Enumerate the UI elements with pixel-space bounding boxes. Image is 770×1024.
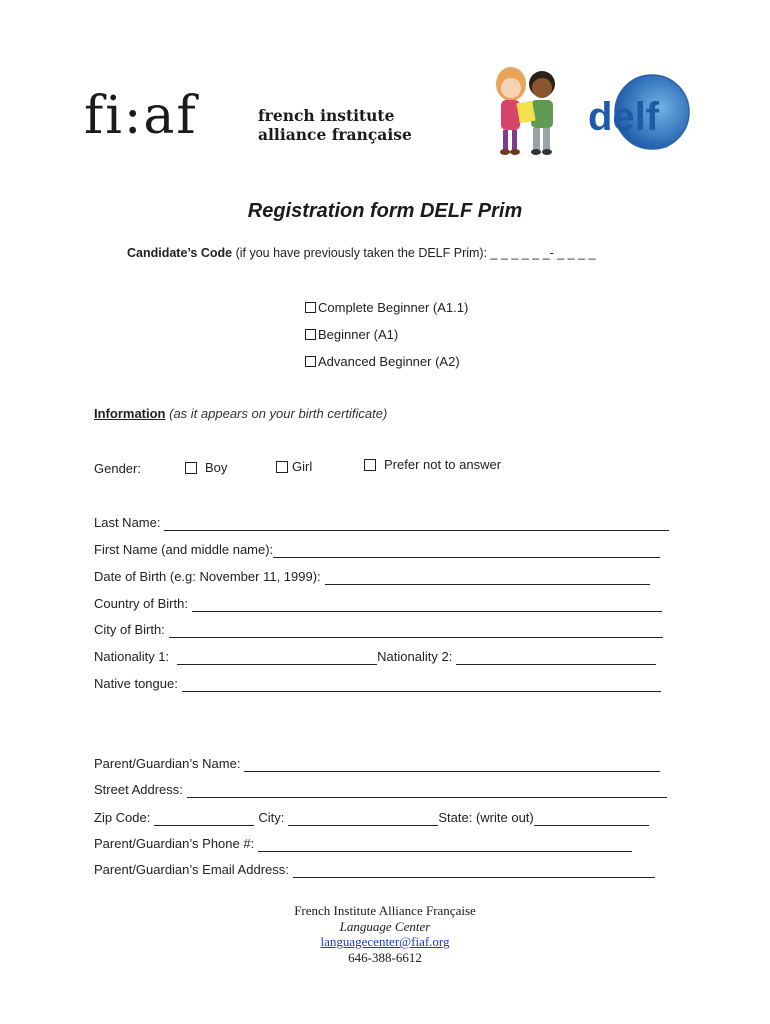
last-name-field[interactable] <box>94 513 669 531</box>
gender-option-label: Boy <box>205 460 228 475</box>
guardian-email-field[interactable] <box>94 860 655 878</box>
field-label: Street Address: <box>94 782 183 797</box>
city-input-line[interactable] <box>288 812 438 826</box>
field-label: City: <box>258 810 285 825</box>
date-of-birth-field[interactable] <box>94 567 650 585</box>
field-label: Zip Code: <box>94 810 151 825</box>
level-label: Beginner (A1) <box>318 327 399 342</box>
checkbox-boy[interactable] <box>185 462 197 474</box>
field-label: Date of Birth (e.g: November 11, 1999): <box>94 569 321 584</box>
checkbox-a2[interactable] <box>305 356 316 367</box>
native-tongue-field[interactable] <box>94 674 661 692</box>
country-of-birth-field[interactable] <box>94 594 662 612</box>
street-address-field[interactable] <box>94 780 667 798</box>
delf-sub: PRIM <box>642 141 670 150</box>
children-illustration <box>487 64 565 158</box>
gender-option-prefer-not[interactable] <box>364 457 501 472</box>
fiaf-logo-mark: fi:af <box>84 86 198 146</box>
state-input-line[interactable] <box>534 812 649 826</box>
field-label: Parent/Guardian’s Email Address: <box>94 862 289 877</box>
first-name-input-line[interactable] <box>273 544 660 558</box>
checkbox-prefer-not[interactable] <box>364 459 376 471</box>
logo-line-2: alliance française <box>258 125 412 144</box>
fiaf-logo-name <box>258 106 412 144</box>
country-input-line[interactable] <box>192 598 662 612</box>
delf-word: delf <box>588 95 660 139</box>
gender-option-label: Prefer not to answer <box>384 457 502 472</box>
logo-line-1: french institute <box>258 106 395 125</box>
information-heading <box>94 406 387 421</box>
checkbox-girl[interactable] <box>276 461 288 473</box>
field-label: Nationality 1: <box>94 649 170 664</box>
checkbox-a1[interactable] <box>305 329 316 340</box>
level-label: Advanced Beginner (A2) <box>318 354 460 369</box>
form-title: Registration form DELF Prim <box>247 200 523 222</box>
guardian-name-field[interactable] <box>94 754 660 772</box>
zip-city-state-field[interactable] <box>94 808 649 826</box>
candidate-code-label: Candidate’s Code <box>127 246 233 260</box>
zip-input-line[interactable] <box>154 812 254 826</box>
field-label: Parent/Guardian’s Name: <box>94 756 241 771</box>
candidate-code-line[interactable] <box>127 246 595 260</box>
level-option-a2[interactable] <box>305 354 460 369</box>
footer-phone: 646-388-6612 <box>348 949 422 965</box>
footer-dept: Language Center <box>339 918 431 934</box>
footer-email-link[interactable]: languagecenter@fiaf.org <box>320 934 450 949</box>
first-name-field[interactable] <box>94 540 660 558</box>
gender-option-boy[interactable] <box>185 460 227 475</box>
field-label: Last Name: <box>94 515 161 530</box>
gender-option-label: Girl <box>292 459 313 474</box>
field-label: Native tongue: <box>94 676 178 691</box>
street-input-line[interactable] <box>187 784 667 798</box>
guardian-phone-field[interactable] <box>94 834 632 852</box>
candidate-code-text: (if you have previously taken the DELF Prim): _ _ _ _ _ _- _ _ _ _ <box>232 246 596 260</box>
field-label: City of Birth: <box>94 622 165 637</box>
guardian-email-input-line[interactable] <box>293 864 655 878</box>
gender-label: Gender: <box>94 461 141 476</box>
gender-option-girl[interactable] <box>276 459 312 474</box>
nationality1-input-line[interactable] <box>177 651 377 665</box>
nationality2-input-line[interactable] <box>456 651 656 665</box>
footer-contact <box>0 903 770 965</box>
field-label: Nationality 2: <box>377 649 453 664</box>
footer-org: French Institute Alliance Française <box>294 903 476 918</box>
last-name-input-line[interactable] <box>164 517 669 531</box>
nationality-field[interactable] <box>94 647 656 665</box>
information-note: (as it appears on your birth certificate) <box>165 406 388 421</box>
information-title: Information <box>94 406 166 421</box>
dob-input-line[interactable] <box>325 571 650 585</box>
field-label: Parent/Guardian’s Phone #: <box>94 836 255 851</box>
delf-prim-logo <box>586 72 698 156</box>
field-label: State: (write out) <box>438 810 534 825</box>
checkbox-a11[interactable] <box>305 302 316 313</box>
level-label: Complete Beginner (A1.1) <box>318 300 469 315</box>
city-of-birth-input-line[interactable] <box>169 624 663 638</box>
guardian-phone-input-line[interactable] <box>258 838 632 852</box>
level-option-a11[interactable] <box>305 300 468 315</box>
field-label: Country of Birth: <box>94 596 188 611</box>
native-tongue-input-line[interactable] <box>182 678 661 692</box>
city-of-birth-field[interactable] <box>94 620 663 638</box>
level-option-a1[interactable] <box>305 327 398 342</box>
field-label: First Name (and middle name): <box>94 542 274 557</box>
guardian-name-input-line[interactable] <box>244 758 660 772</box>
